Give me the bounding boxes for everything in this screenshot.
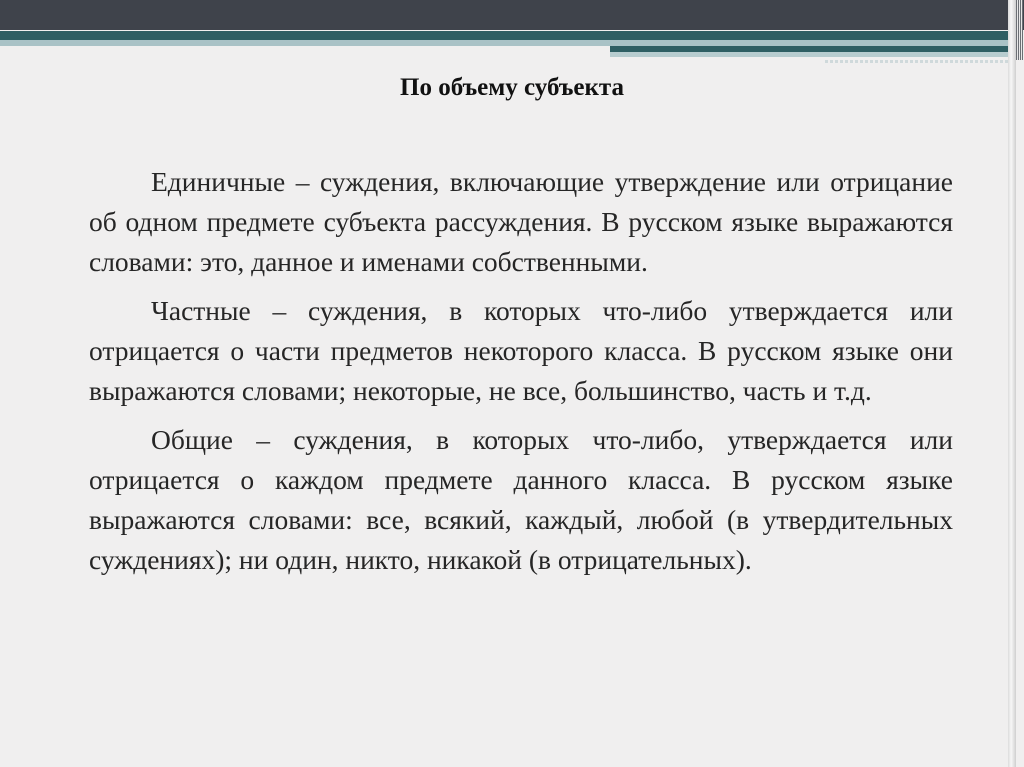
header-dotted-accent [825,60,1010,63]
header-light-accent [610,52,1010,57]
paragraph-singular: Единичные – суждения, включающие утверждение или отрицание об одном предмете субъекта рассуждения. В русском языке выражаются словами: это, данное и именами собственными. [89,166,953,277]
paragraph-particular: Частные – суждения, в которых что-либо утверждается или отрицается о части предметов некоторого класса. В русском языке они выражаются словами; некоторые, не все, большинство, часть и т.д. [89,295,953,406]
paragraph-general: Общие – суждения, в которых что-либо, утверждается или отрицается о каждом предмете данного класса. В русском языке выражаются словами: все, всякий, каждый, любой (в утвердительных суждениях); ни один, никто, никакой (в отрицательных). [89,424,953,575]
slide-title: По объему субъекта [400,74,624,101]
header-teal-band [0,31,1010,40]
header-dark-band [0,0,1024,30]
slide-body [89,162,953,589]
right-edge-shadow [1008,0,1016,767]
right-edge-lines [1016,0,1023,60]
